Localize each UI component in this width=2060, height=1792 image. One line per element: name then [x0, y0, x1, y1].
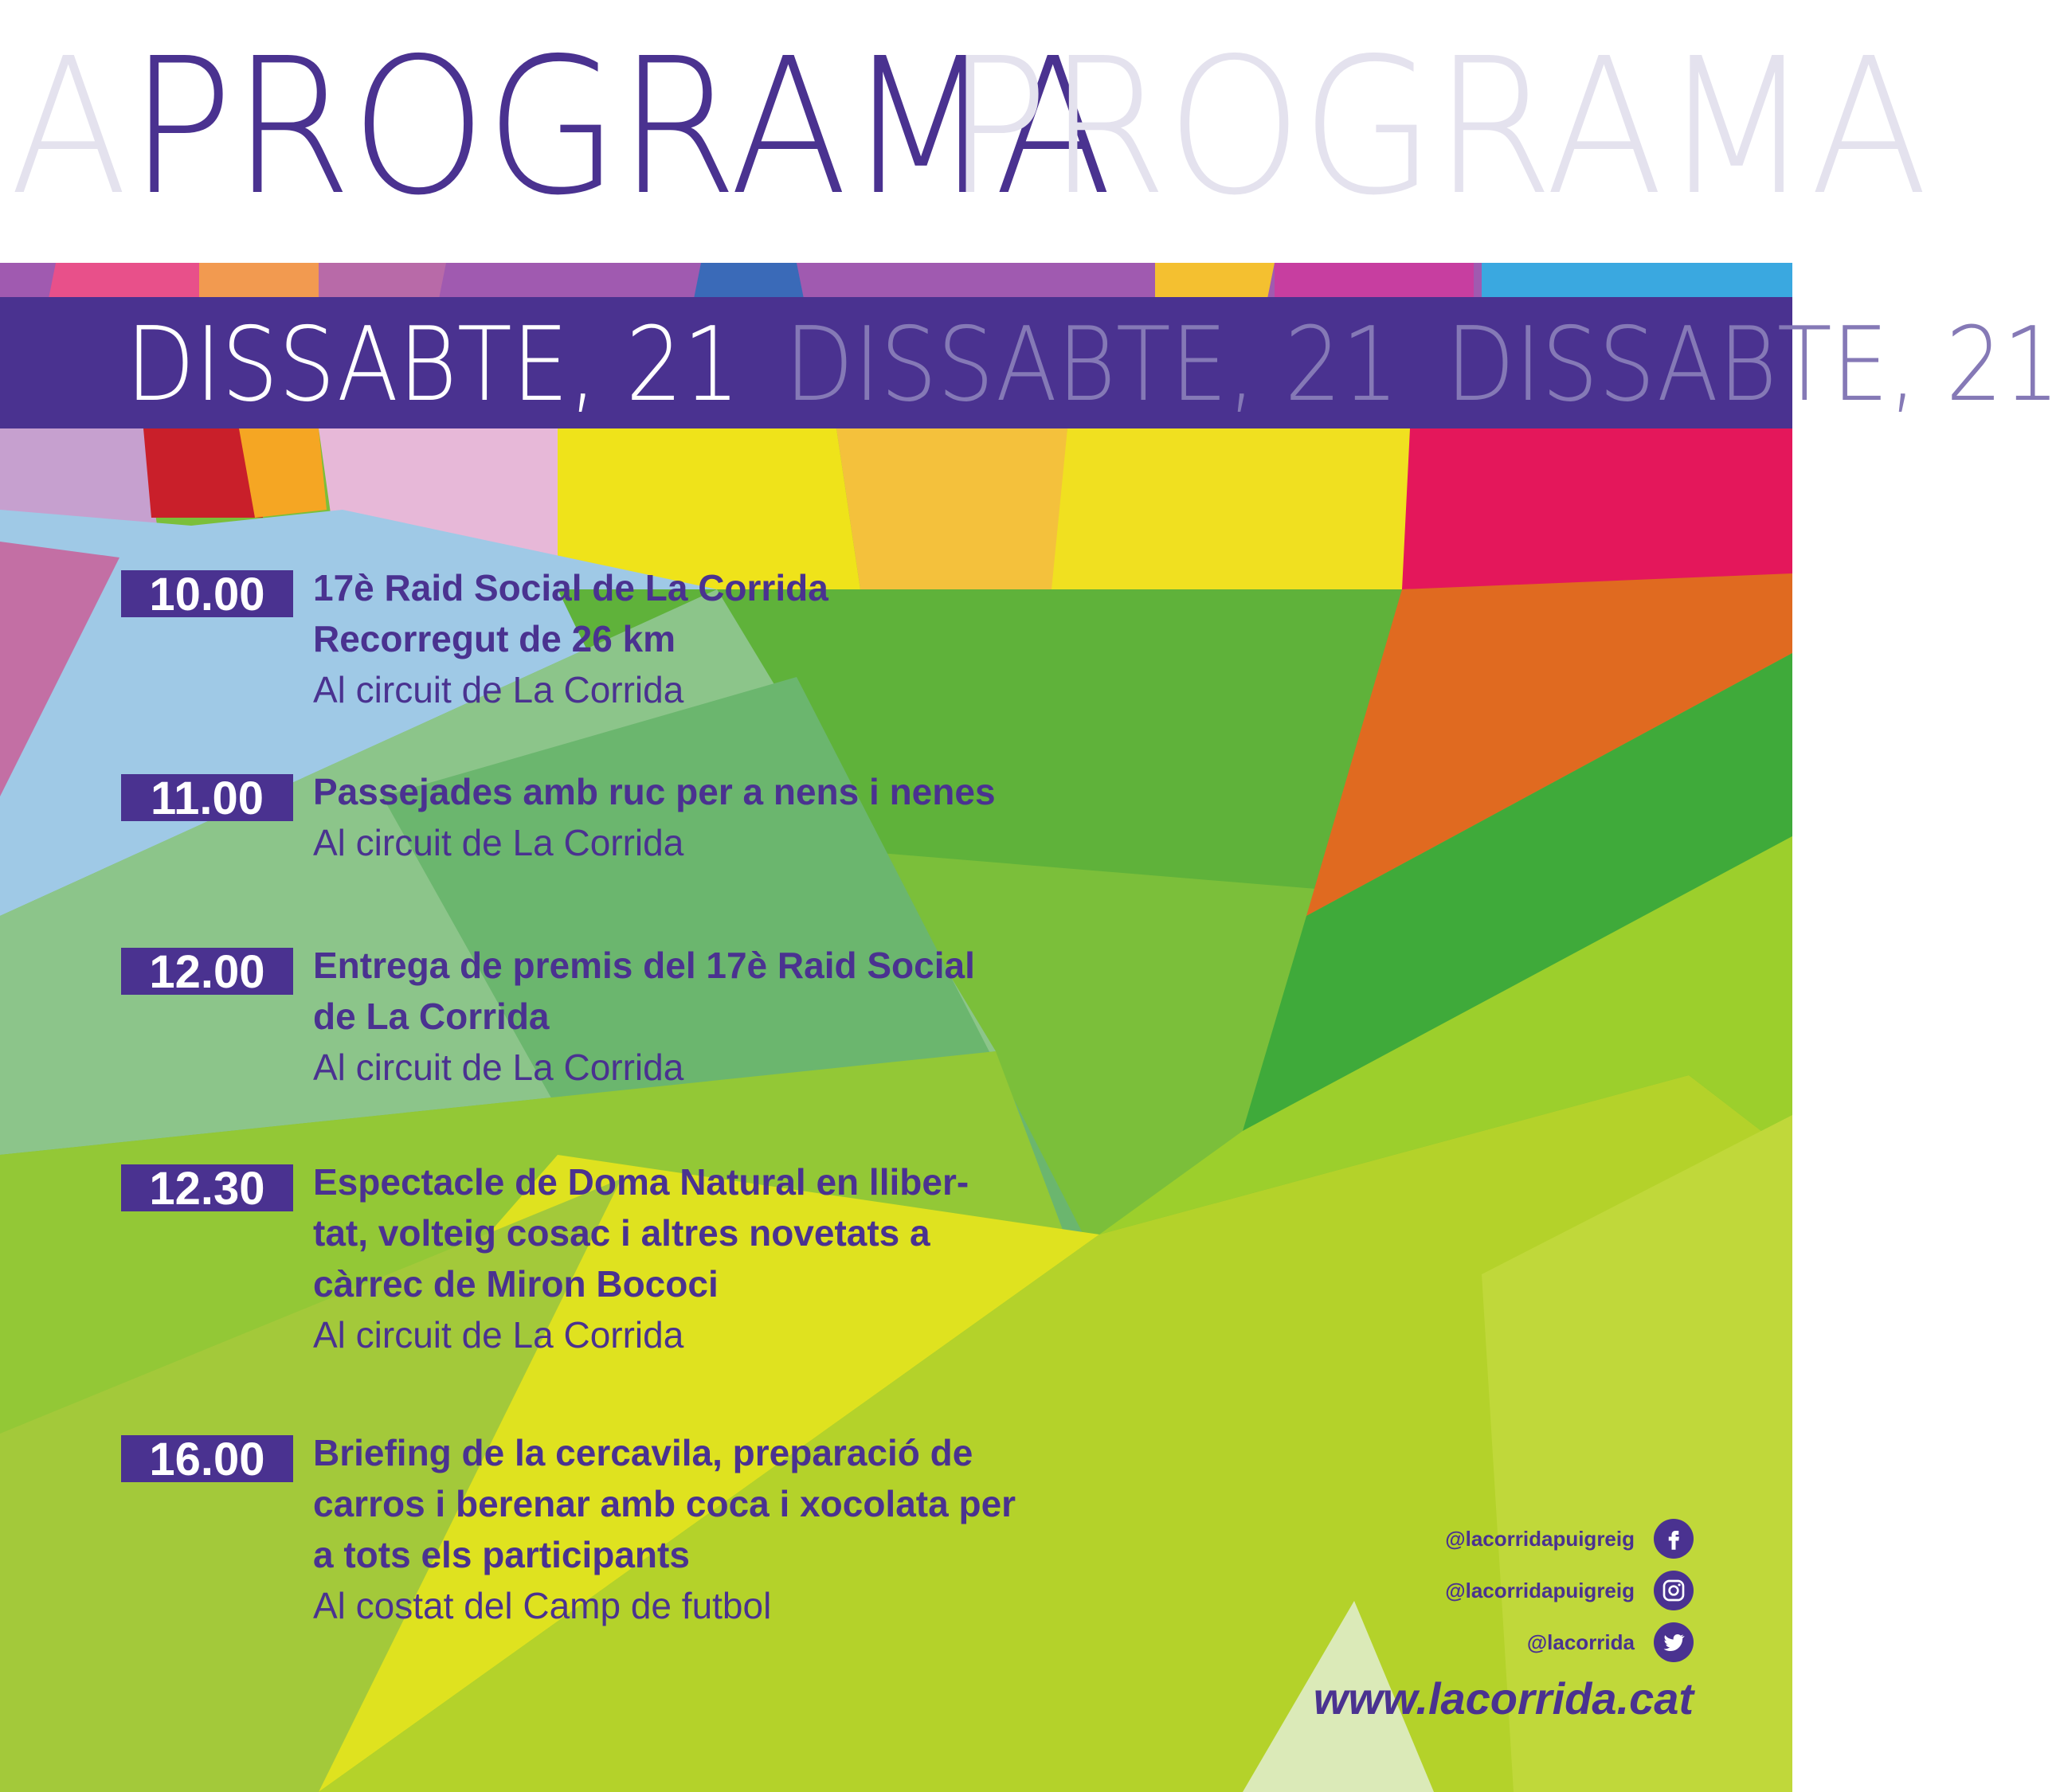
event-title: carros i berenar amb coca i xocolata per: [313, 1483, 1016, 1524]
day-band: [0, 297, 2060, 428]
event-place: Al circuit de La Corrida: [313, 1047, 684, 1088]
event-time: 11.00: [121, 774, 293, 821]
header-title: [0, 18, 1927, 237]
event-title: a tots els participants: [313, 1534, 690, 1575]
social-handle: @lacorridapuigreig: [1445, 1578, 1635, 1602]
social-instagram[interactable]: [1445, 1570, 1694, 1611]
social-handle: @lacorrida: [1526, 1630, 1635, 1654]
event-title: tat, volteig cosac i altres novetats a: [313, 1212, 930, 1254]
title-ghost-repeat: PROGRAMA: [945, 18, 1927, 237]
event-title: Entrega de premis del 17è Raid Social: [313, 945, 975, 986]
event-place: Al circuit de La Corrida: [313, 822, 684, 863]
event-place: Al circuit de La Corrida: [313, 669, 684, 710]
website-link[interactable]: www.lacorrida.cat: [1313, 1673, 1694, 1724]
event-title: càrrec de Miron Bococi: [313, 1263, 719, 1305]
event-title: de La Corrida: [313, 996, 550, 1037]
title-fragment-left: A: [10, 18, 127, 237]
social-facebook[interactable]: [1445, 1518, 1694, 1559]
event-title: Recorregut de 26 km: [313, 618, 676, 659]
social-twitter[interactable]: [1527, 1622, 1694, 1663]
social-handle: @lacorridapuigreig: [1445, 1526, 1635, 1551]
event-time: 12.00: [121, 948, 293, 995]
page-title: PROGRAMA: [129, 18, 1111, 237]
twitter-icon: [1654, 1622, 1694, 1662]
event-title: Passejades amb ruc per a nens i nenes: [313, 771, 996, 812]
event-time: 12.30: [121, 1164, 293, 1211]
instagram-icon: [1654, 1571, 1694, 1610]
event-title: Briefing de la cercavila, preparació de: [313, 1432, 973, 1473]
event-title: 17è Raid Social de La Corrida: [313, 567, 828, 608]
facebook-icon: [1654, 1519, 1694, 1559]
event-time: 10.00: [121, 570, 293, 617]
day-label: DISSABTE, 21: [126, 306, 740, 425]
day-label-ghost: DISSABTE, 21: [785, 306, 1399, 425]
event-title: Espectacle de Doma Natural en lliber-: [313, 1161, 969, 1203]
event-place: Al costat del Camp de futbol: [313, 1585, 772, 1626]
event-place: Al circuit de La Corrida: [313, 1314, 684, 1356]
event-time: 16.00: [121, 1435, 293, 1482]
day-label-ghost: DISSABTE, 21: [1446, 306, 2060, 425]
